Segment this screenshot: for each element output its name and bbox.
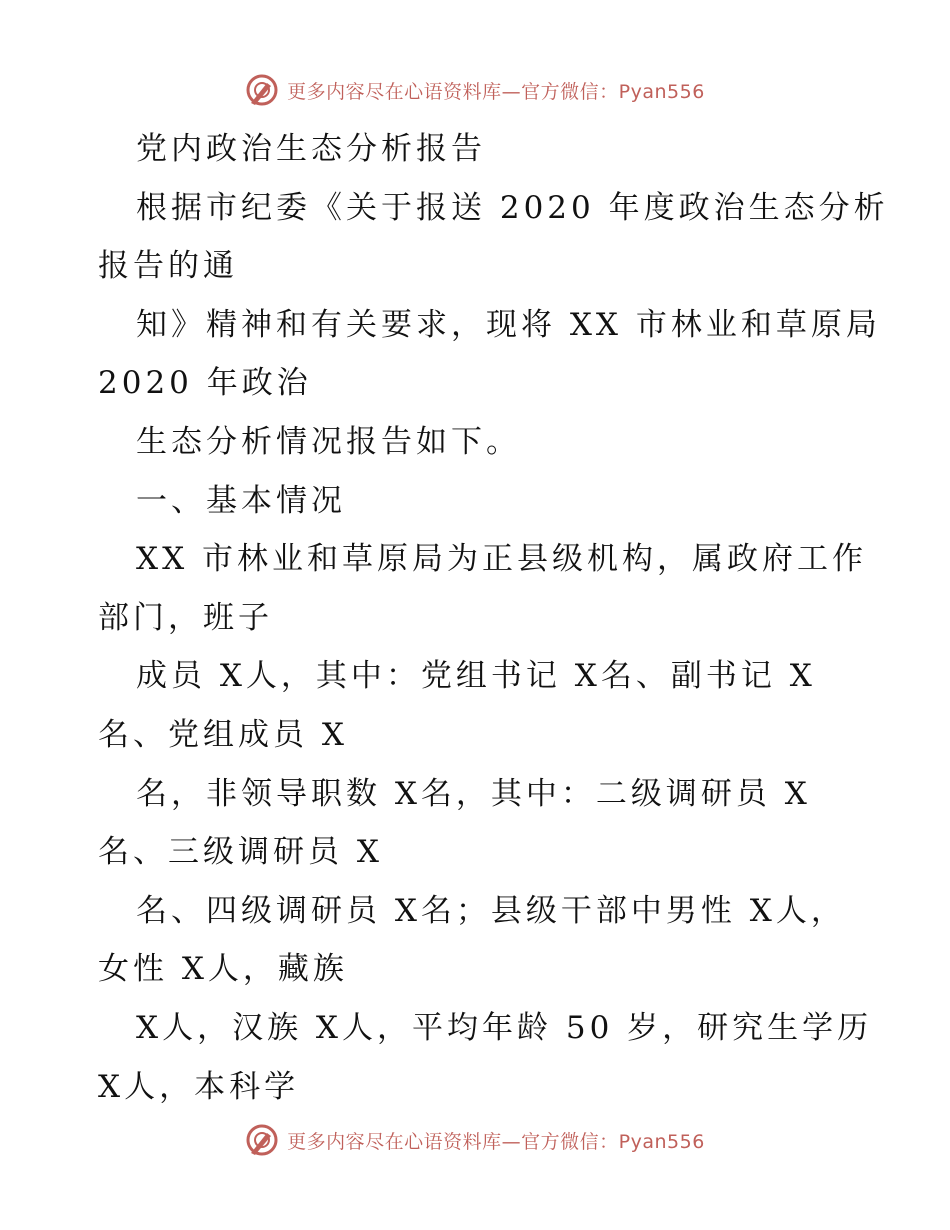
text-line: 名、党组成员 X bbox=[98, 716, 348, 753]
text-line: 根据市纪委《关于报送 2020 年度政治生态分析 bbox=[136, 189, 889, 226]
text-line: 生态分析情况报告如下。 bbox=[136, 423, 521, 460]
document-body bbox=[98, 120, 889, 1116]
header-watermark bbox=[0, 70, 950, 110]
text-line: 党内政治生态分析报告 bbox=[136, 131, 486, 167]
text-line: 部门，班子 bbox=[98, 599, 273, 636]
text-line: 一、基本情况 bbox=[136, 482, 346, 519]
watermark-text: 更多内容尽在心语资料库—官方微信：Pyan556 bbox=[287, 80, 705, 103]
text-line: 名、三级调研员 X bbox=[98, 834, 383, 871]
text-line: 女性 X人，藏族 bbox=[98, 951, 348, 988]
text-line: XX 市林业和草原局为正县级机构，属政府工作 bbox=[136, 541, 867, 578]
text-line: 报告的通 bbox=[98, 248, 238, 285]
text-line: 名、四级调研员 X名；县级干部中男性 X人， bbox=[136, 892, 846, 929]
pen-logo-icon bbox=[245, 73, 279, 107]
text-line: 成员 X人，其中：党组书记 X名、副书记 X bbox=[136, 658, 816, 695]
footer-watermark bbox=[0, 1120, 950, 1160]
text-line: X人，汉族 X人，平均年龄 50 岁，研究生学历 bbox=[136, 1009, 873, 1046]
text-line: X人，本科学 bbox=[98, 1068, 300, 1105]
watermark-text: 更多内容尽在心语资料库—官方微信：Pyan556 bbox=[287, 1130, 705, 1153]
text-line: 名，非领导职数 X名，其中：二级调研员 X bbox=[136, 775, 811, 812]
text-line: 2020 年政治 bbox=[98, 365, 312, 402]
text-line: 知》精神和有关要求，现将 XX 市林业和草原局 bbox=[136, 306, 881, 343]
pen-logo-icon bbox=[245, 1123, 279, 1157]
